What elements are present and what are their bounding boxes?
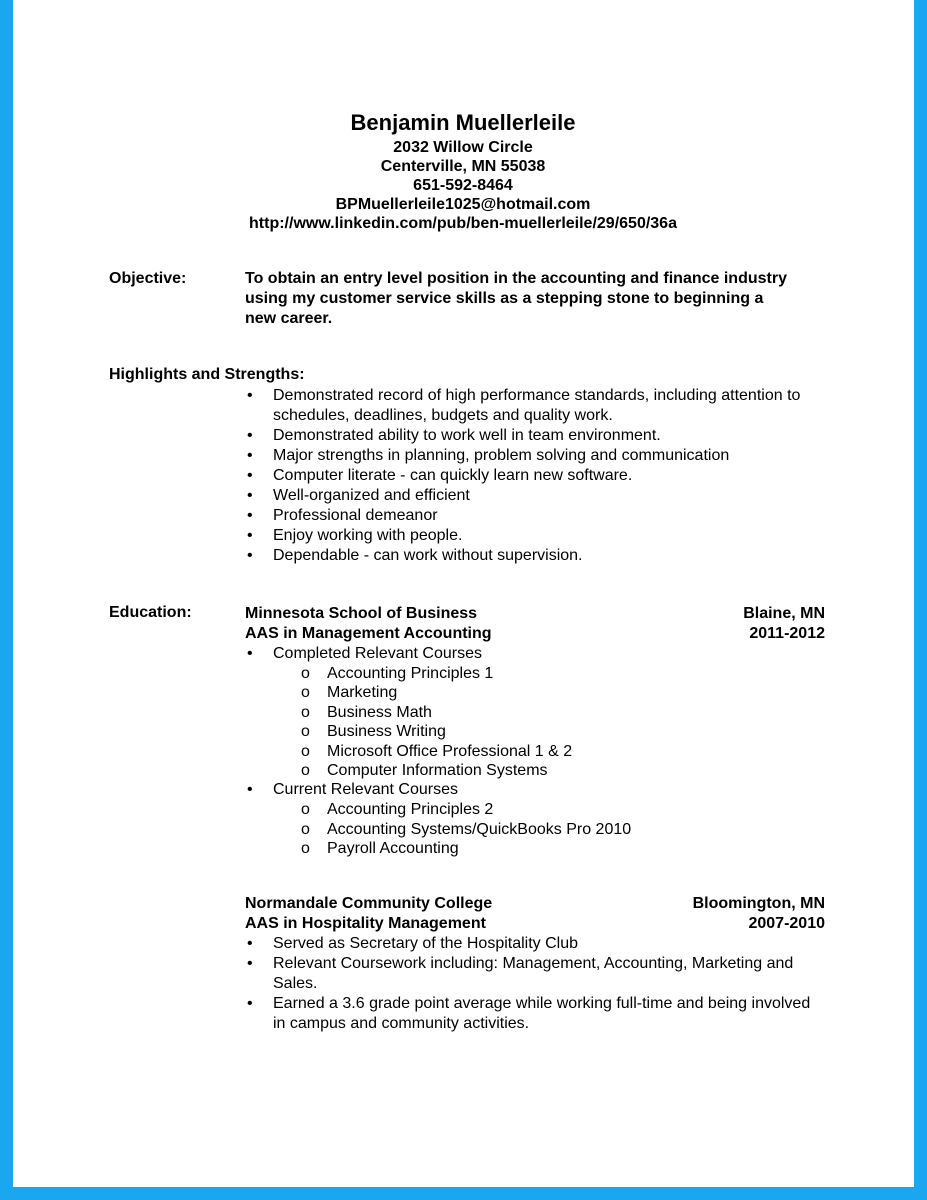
objective-line: using my customer service skills as a stepping stone to beginning a [245, 290, 764, 307]
list-item: • Well-organized and efficient [245, 486, 815, 506]
school-entry [245, 604, 825, 859]
current-courses [245, 800, 825, 858]
dates: 2011-2012 [749, 625, 825, 642]
highlights-label: Highlights and Strengths: [109, 366, 305, 383]
address: 2032 Willow Circle [393, 139, 533, 156]
list-item [245, 780, 825, 800]
school-location: Bloomington, MN [692, 895, 825, 912]
course-item: o Business Writing [245, 722, 825, 741]
dates: 2007-2010 [748, 915, 825, 932]
course-item: o Marketing [245, 683, 825, 702]
degree: AAS in Hospitality Management [245, 915, 486, 932]
list-item: • Relevant Coursework including: Management, Accounting, Marketing and Sales. [245, 954, 815, 994]
course-item: o Microsoft Office Professional 1 & 2 [245, 742, 825, 761]
list-item: • Demonstrated record of high performance standards, including attention to schedules, deadlines, budgets and quality work. [245, 386, 815, 426]
course-item: o Business Math [245, 703, 825, 722]
course-item: o Payroll Accounting [245, 839, 825, 858]
degree-row [245, 624, 825, 644]
list-item: • Professional demeanor [245, 506, 815, 526]
school-name: Normandale Community College [245, 895, 493, 912]
list-item: • Enjoy working with people. [245, 526, 815, 546]
course-group-label: Completed Relevant Courses [273, 645, 482, 662]
objective-label: Objective: [109, 270, 187, 287]
degree: AAS in Management Accounting [245, 625, 492, 642]
course-groups [245, 780, 825, 800]
school-header [245, 894, 825, 914]
completed-courses [245, 664, 825, 780]
list-item: • Dependable - can work without supervision. [245, 546, 815, 566]
email: BPMuellerleile1025@hotmail.com [335, 196, 591, 213]
list-item: • Earned a 3.6 grade point average while working full-time and being involved in campus and community activities. [245, 994, 815, 1034]
course-item: o Computer Information Systems [245, 761, 825, 780]
list-item: • Computer literate - can quickly learn new software. [245, 466, 815, 486]
city: Centerville, MN 55038 [380, 158, 546, 175]
school-entry [245, 894, 825, 1034]
course-item: o Accounting Principles 2 [245, 800, 825, 819]
course-groups [245, 644, 825, 664]
school-name: Minnesota School of Business [245, 605, 478, 622]
degree-row [245, 914, 825, 934]
candidate-name: Benjamin Muellerleile [350, 110, 576, 135]
contact-header [13, 108, 913, 233]
school-header [245, 604, 825, 624]
course-item: o Accounting Principles 1 [245, 664, 825, 683]
list-item: • Served as Secretary of the Hospitality Club [245, 934, 815, 954]
school-location: Blaine, MN [743, 605, 825, 622]
school-details [245, 934, 815, 1034]
list-item: • Major strengths in planning, problem solving and communication [245, 446, 815, 466]
objective-line: new career. [245, 310, 333, 327]
education-label: Education: [109, 604, 192, 621]
objective-text [245, 269, 825, 329]
linkedin-url: http://www.linkedin.com/pub/ben-muellerleile/29/650/36a [249, 215, 677, 232]
list-item [245, 644, 825, 664]
highlights-list [245, 386, 815, 566]
list-item: • Demonstrated ability to work well in team environment. [245, 426, 815, 446]
phone: 651-592-8464 [413, 177, 513, 194]
objective-line: To obtain an entry level position in the accounting and finance industry [245, 270, 787, 287]
course-item: o Accounting Systems/QuickBooks Pro 2010 [245, 820, 825, 839]
highlights-section [245, 386, 815, 566]
course-group-label: Current Relevant Courses [273, 781, 458, 799]
